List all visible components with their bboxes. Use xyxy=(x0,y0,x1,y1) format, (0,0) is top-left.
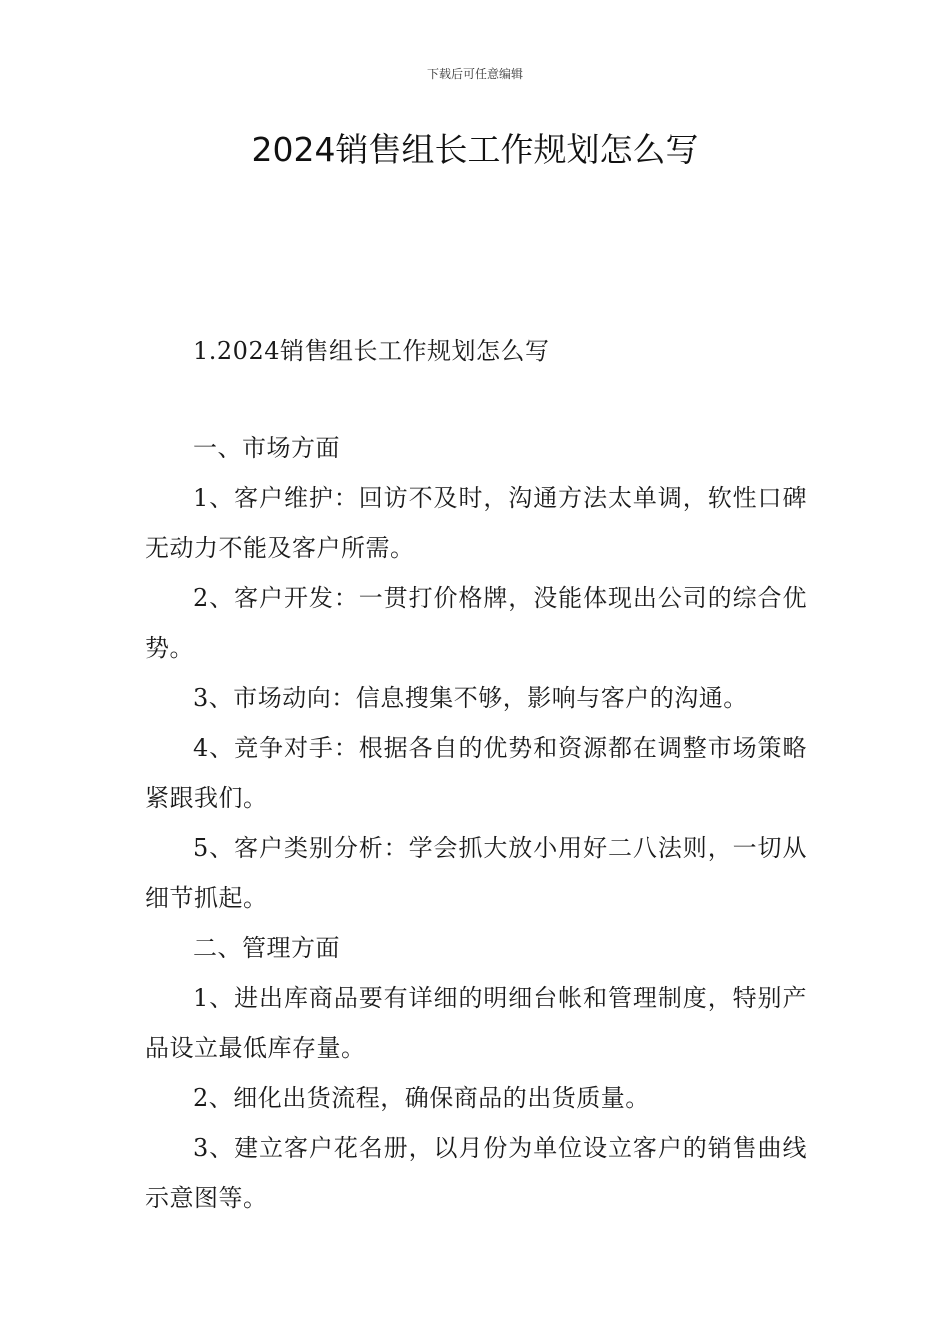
paragraph-competitors: 4、竞争对手：根据各自的优势和资源都在调整市场策略紧跟我们。 xyxy=(145,734,807,812)
heading-management: 二、管理方面 xyxy=(193,934,340,962)
document-title: 2024销售组长工作规划怎么写 xyxy=(251,130,699,169)
paragraph-customer-register: 3、建立客户花名册，以月份为单位设立客户的销售曲线示意图等。 xyxy=(145,1134,807,1212)
paragraph-customer-development: 2、客户开发：一贯打价格牌，没能体现出公司的综合优势。 xyxy=(145,584,807,662)
document-body xyxy=(145,423,807,1223)
section-subtitle xyxy=(145,326,807,376)
paragraph-inventory: 1、进出库商品要有详细的明细台帐和管理制度，特别产品设立最低库存量。 xyxy=(145,984,807,1062)
paragraph-customer-maintenance: 1、客户维护：回访不及时，沟通方法太单调，软性口碑无动力不能及客户所需。 xyxy=(145,484,807,562)
paragraph-market-trends: 3、市场动向：信息搜集不够，影响与客户的沟通。 xyxy=(193,684,748,712)
header-note: 下载后可任意编辑 xyxy=(426,67,523,81)
heading-market: 一、市场方面 xyxy=(193,434,340,462)
paragraph-shipping: 2、细化出货流程，确保商品的出货质量。 xyxy=(193,1084,650,1112)
subtitle-text: 1.2024销售组长工作规划怎么写 xyxy=(193,337,550,365)
paragraph-customer-analysis: 5、客户类别分析：学会抓大放小用好二八法则，一切从细节抓起。 xyxy=(145,834,807,912)
